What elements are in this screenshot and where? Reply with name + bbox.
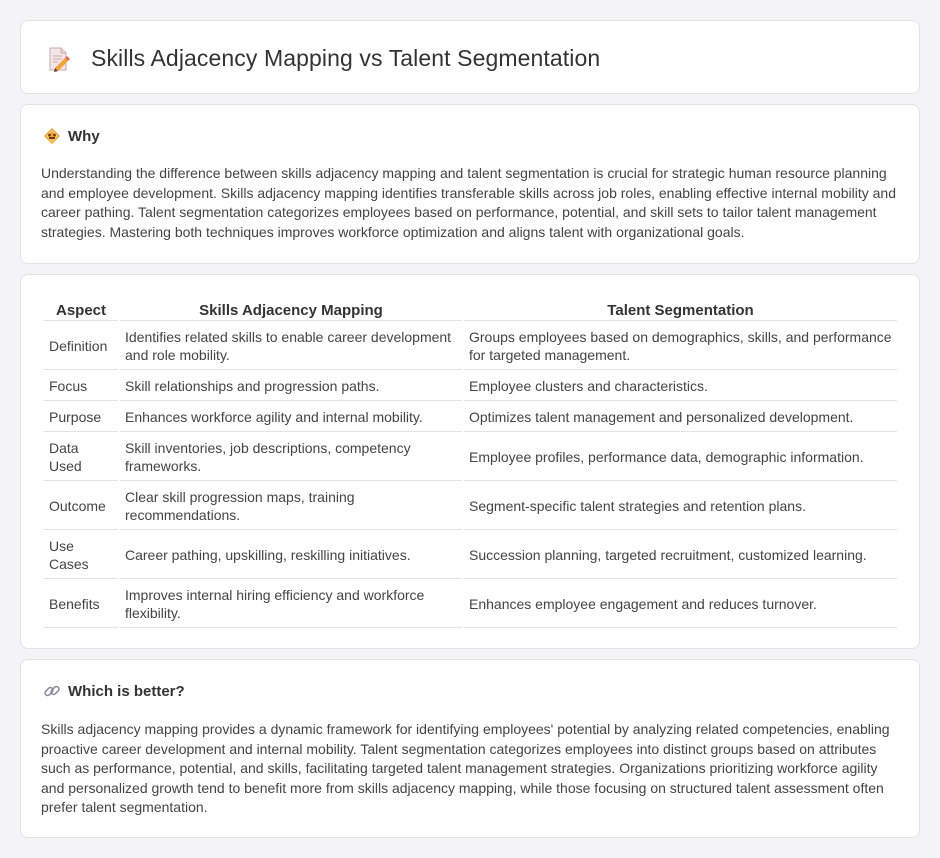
why-card [20,104,920,264]
page-title: Skills Adjacency Mapping vs Talent Segmentation [91,45,601,71]
skills-cell: Enhances workforce agility and internal mobility. [120,403,462,432]
table-row [44,434,897,481]
talent-cell: Employee profiles, performance data, demographic information. [464,434,897,481]
why-heading [43,127,100,145]
table-row [44,532,897,579]
talent-cell: Groups employees based on demographics, skills, and performance for targeted management. [464,323,897,370]
aspect-cell: Definition [44,323,118,370]
aspect-cell: Benefits [44,581,118,628]
header-aspect: Aspect [44,299,118,321]
link-icon [43,682,61,700]
table-row [44,483,897,530]
header-skills-adjacency: Skills Adjacency Mapping [120,299,462,321]
title-card [20,20,920,94]
diamond-sign-icon [43,127,61,145]
talent-cell: Succession planning, targeted recruitment, customized learning. [464,532,897,579]
table-header-row [44,299,897,321]
skills-cell: Clear skill progression maps, training recommendations. [120,483,462,530]
why-text: Understanding the difference between skills adjacency mapping and talent segmentation is crucial for strategic human resource planning and employee development. Skills adjacency mapping identifies transferable skills across job roles, enabling effective internal mobility and career pathing. Talent segmentation categorizes employees based on performance, potential, and skill sets to tailor talent management strategies. Mastering both techniques improves workforce optimization and aligns talent with organizational goals. [41,165,896,240]
skills-cell: Skill relationships and progression paths. [120,372,462,401]
better-card [20,659,920,838]
header-talent-segmentation: Talent Segmentation [464,299,897,321]
table-row [44,372,897,401]
skills-cell: Improves internal hiring efficiency and workforce flexibility. [120,581,462,628]
better-title: Which is better? [68,682,185,700]
comparison-card [20,274,920,649]
table-row [44,581,897,628]
title-row [45,45,600,72]
table-row [44,403,897,432]
aspect-cell: Use Cases [44,532,118,579]
comparison-table [42,297,899,630]
aspect-cell: Focus [44,372,118,401]
table-row [44,323,897,370]
better-text: Skills adjacency mapping provides a dynamic framework for identifying employees' potential by analyzing related competencies, enabling proactive career development and internal mobility. Talent segmentation categorizes employees into distinct groups based on attributes such as performance, potential, and skills, facilitating targeted talent management strategies. Organizations prioritizing workforce agility and personalized growth tend to benefit more from skills adjacency mapping, while those focusing on structured talent assessment often prefer talent segmentation. [41,721,890,816]
aspect-cell: Purpose [44,403,118,432]
talent-cell: Optimizes talent management and personalized development. [464,403,897,432]
talent-cell: Enhances employee engagement and reduces turnover. [464,581,897,628]
document-pencil-icon [45,46,71,72]
skills-cell: Skill inventories, job descriptions, competency frameworks. [120,434,462,481]
why-title: Why [68,127,100,145]
talent-cell: Segment-specific talent strategies and retention plans. [464,483,897,530]
skills-cell: Identifies related skills to enable career development and role mobility. [120,323,462,370]
aspect-cell: Outcome [44,483,118,530]
skills-cell: Career pathing, upskilling, reskilling initiatives. [120,532,462,579]
better-heading [43,682,185,700]
talent-cell: Employee clusters and characteristics. [464,372,897,401]
aspect-cell: Data Used [44,434,118,481]
